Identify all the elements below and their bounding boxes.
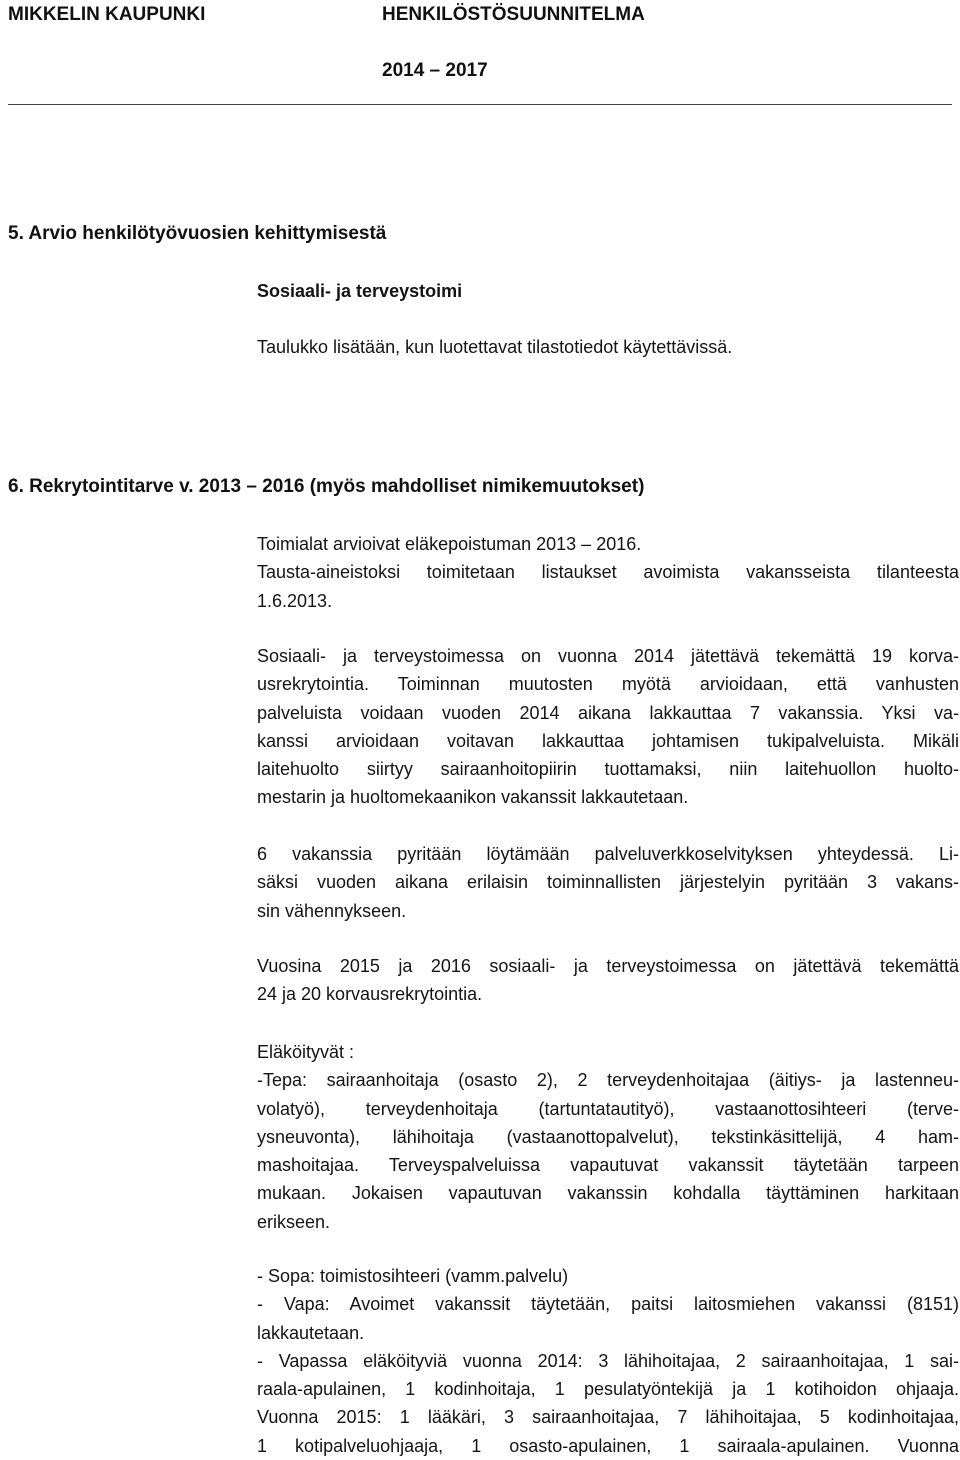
text-line: - Sopa: toimistosihteeri (vamm.palvelu) xyxy=(257,1266,569,1286)
text-line: 24 ja 20 korvausrekrytointia. xyxy=(257,984,483,1005)
document-period: 2014 – 2017 xyxy=(382,60,488,81)
text-line: 1 kotipalveluohjaaja, 1 osasto-apulainen, 1 sairaala-apulainen. Vuonna xyxy=(257,1435,959,1456)
text-line: Eläköityvät : xyxy=(257,1042,355,1062)
text-line: Vuonna 2015: 1 lääkäri, 3 sairaanhoitajaa, 7 lähihoitajaa, 5 kodinhoitajaa, xyxy=(257,1407,959,1428)
header-divider xyxy=(8,104,952,105)
organization-name: MIKKELIN KAUPUNKI xyxy=(8,4,206,25)
document-title: HENKILÖSTÖSUUNNITELMA xyxy=(382,4,645,25)
text-line: ysneuvonta), lähihoitaja (vastaanottopalvelut), tekstinkäsittelijä, 4 ham- xyxy=(257,1126,959,1147)
text-line: Sosiaali- ja terveystoimessa on vuonna 2014 jätettävä tekemättä 19 korva- xyxy=(257,646,959,666)
text-line: säksi vuoden aikana erilaisin toiminnallisten järjestelyin pyritään 3 vakans- xyxy=(257,872,959,893)
text-line: mestarin ja huoltomekaanikon vakanssit lakkautetaan. xyxy=(257,787,689,808)
section-6-heading: 6. Rekrytointitarve v. 2013 – 2016 (myös mahdolliset nimikemuutokset) xyxy=(8,476,645,497)
text-line: mukaan. Jokaisen vapautuvan vakanssin kohdalla täyttäminen harkitaan xyxy=(257,1183,959,1204)
section-5-heading: 5. Arvio henkilötyövuosien kehittymisestä xyxy=(8,223,387,244)
paragraph-sopa-vapa xyxy=(257,1262,959,1460)
paragraph-retirees-tepa xyxy=(257,1038,959,1236)
text-line: sin vähennykseen. xyxy=(257,900,407,921)
paragraph-2015-2016 xyxy=(257,952,959,1009)
text-line: mashoitajaa. Terveyspalveluissa vapautuvat vakanssit täytetään tarpeen xyxy=(257,1155,959,1176)
text-line: volatyö), terveydenhoitaja (tartuntatautityö), vastaanottosihteeri (terve- xyxy=(257,1098,959,1119)
text-line: 6 vakanssia pyritään löytämään palveluverkkoselvityksen yhteydessä. Li- xyxy=(257,844,959,864)
paragraph-service-network xyxy=(257,840,959,925)
text-line: Toimialat arvioivat eläkepoistuman 2013 – 2016. xyxy=(257,534,642,554)
text-line: Tausta-aineistoksi toimitetaan listaukset avoimista vakansseista tilanteesta xyxy=(257,562,959,583)
text-line: -Tepa: sairaanhoitaja (osasto 2), 2 terveydenhoitajaa (äitiys- ja lastenneu- xyxy=(257,1070,959,1091)
text-line: Vuosina 2015 ja 2016 sosiaali- ja terveystoimessa on jätettävä tekemättä xyxy=(257,956,959,976)
text-line: - Vapassa eläköityviä vuonna 2014: 3 lähihoitajaa, 2 sairaanhoitajaa, 1 sai- xyxy=(257,1350,959,1371)
paragraph-2014-recruitment xyxy=(257,642,959,812)
text-line: 1.6.2013. xyxy=(257,590,333,611)
text-line: usrekrytointia. Toiminnan muutosten myötä arvioidaan, että vanhusten xyxy=(257,674,959,695)
section-5-subheading: Sosiaali- ja terveystoimi xyxy=(257,281,463,301)
text-line: - Vapa: Avoimet vakanssit täytetään, paitsi laitosmiehen vakanssi (8151) xyxy=(257,1294,959,1315)
text-line: lakkautetaan. xyxy=(257,1322,365,1343)
text-line: raala-apulainen, 1 kodinhoitaja, 1 pesulatyöntekijä ja 1 kotihoidon ohjaaja. xyxy=(257,1379,959,1400)
text-line: palveluista voidaan vuoden 2014 aikana lakkauttaa 7 vakanssia. Yksi va- xyxy=(257,702,959,723)
text-line: erikseen. xyxy=(257,1211,331,1232)
text-line: kanssi arvioidaan voitavan lakkauttaa johtamisen tukipalveluista. Mikäli xyxy=(257,730,959,751)
paragraph-retirement-estimate xyxy=(257,530,959,615)
section-5-note: Taulukko lisätään, kun luotettavat tilastotiedot käytettävissä. xyxy=(257,337,733,357)
text-line: laitehuolto siirtyy sairaanhoitopiirin tuottamaksi, niin laitehuollon huolto- xyxy=(257,759,959,780)
